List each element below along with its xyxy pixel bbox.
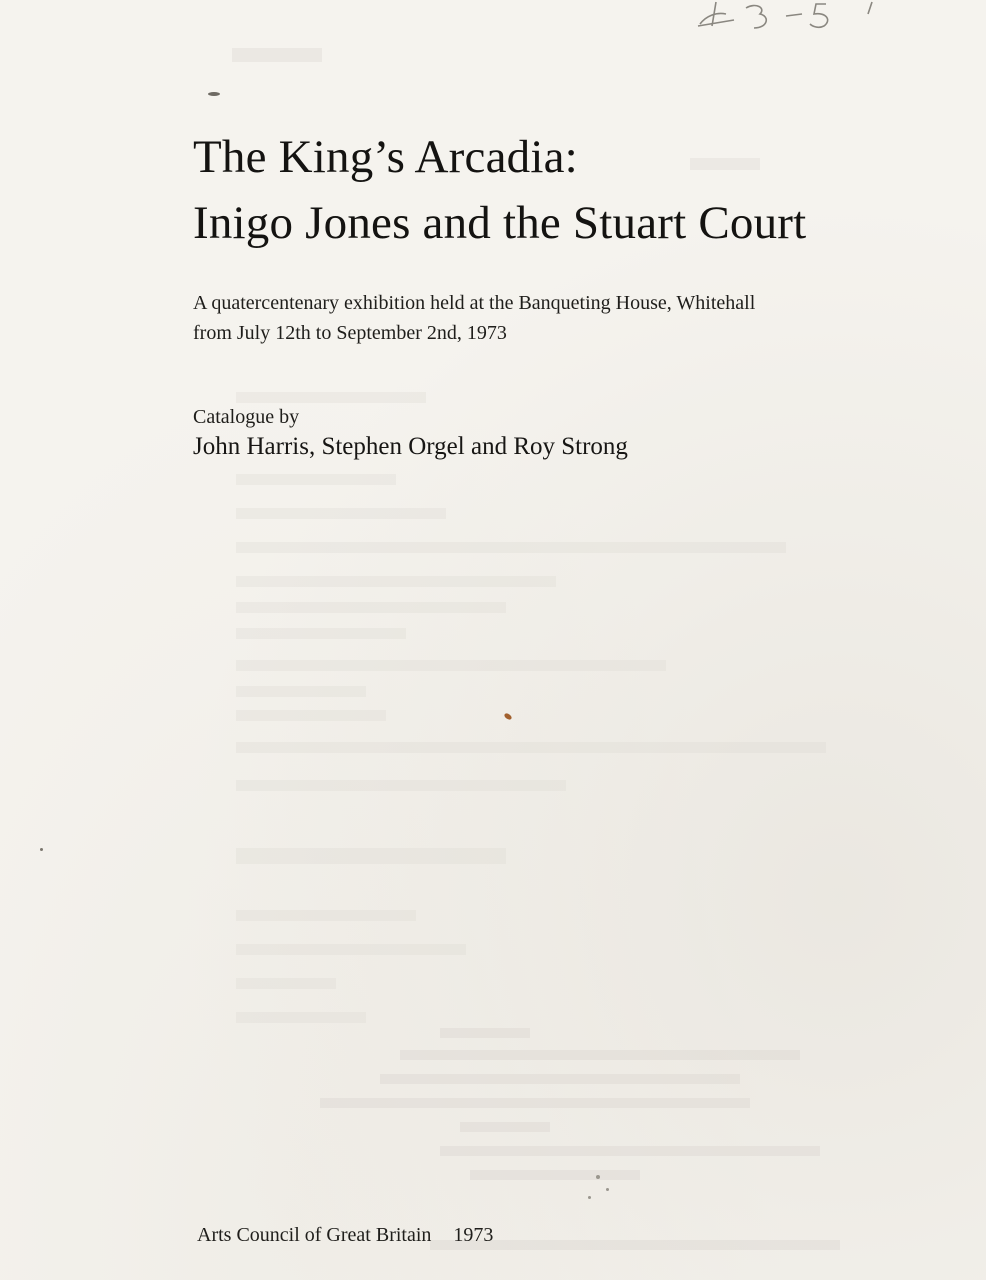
paper-speck bbox=[208, 92, 220, 96]
pencil-annotation bbox=[676, 0, 886, 38]
publisher-line bbox=[197, 1221, 493, 1249]
paper-speck bbox=[40, 848, 43, 851]
title-line-2: Inigo Jones and the Stuart Court bbox=[193, 197, 807, 249]
catalogue-label: Catalogue by bbox=[193, 406, 300, 428]
exhibition-description bbox=[193, 288, 893, 348]
paper-speck bbox=[588, 1196, 591, 1199]
paper-speck bbox=[596, 1175, 600, 1179]
subtitle-line-1: A quatercentenary exhibition held at the Banqueting House, Whitehall bbox=[193, 292, 756, 314]
publication-year: 1973 bbox=[453, 1224, 494, 1246]
paper-speck bbox=[503, 712, 512, 721]
paper-speck bbox=[606, 1188, 609, 1191]
title-line-1: The King’s Arcadia: bbox=[193, 131, 578, 183]
catalogue-authors: John Harris, Stephen Orgel and Roy Strong bbox=[193, 433, 628, 460]
page-title bbox=[193, 124, 806, 256]
publisher-name: Arts Council of Great Britain bbox=[197, 1224, 432, 1246]
subtitle-line-2: from July 12th to September 2nd, 1973 bbox=[193, 322, 507, 344]
